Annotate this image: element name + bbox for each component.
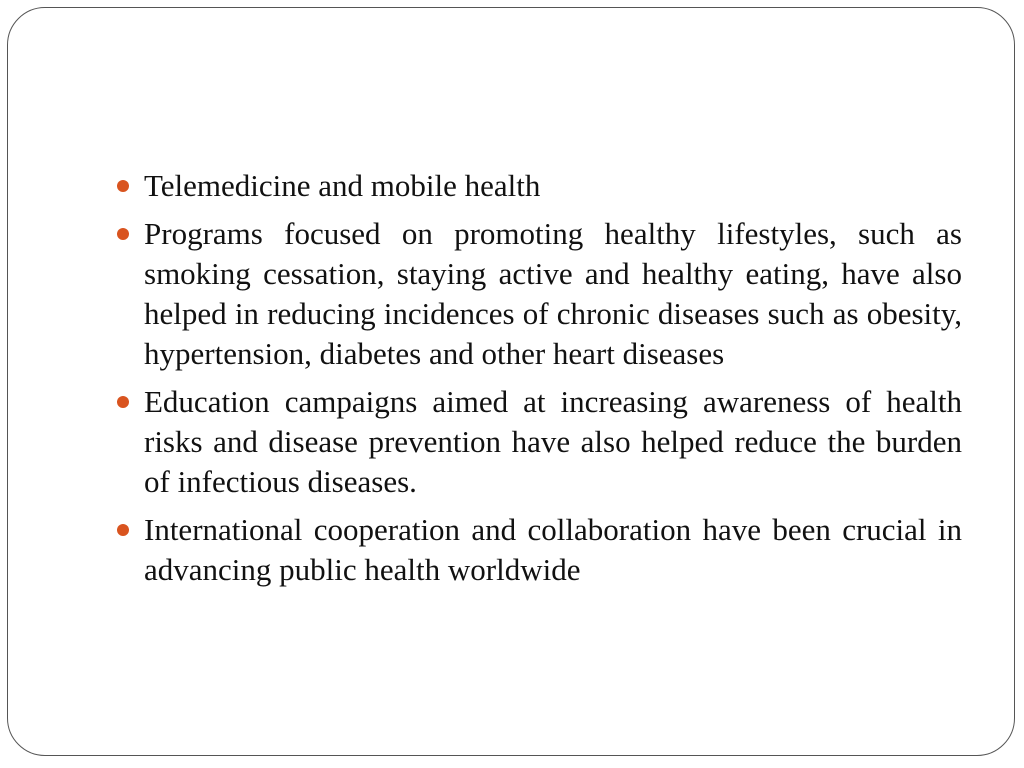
bullet-text: Telemedicine and mobile health [144, 168, 541, 203]
bullet-dot-icon [117, 396, 129, 408]
bullet-item [144, 510, 962, 590]
bullet-item [144, 214, 962, 374]
bullet-dot-icon [117, 180, 129, 192]
bullet-text: Programs focused on promoting healthy lifestyles, such as smoking cessation, staying active and healthy eating, have also helped in reducing incidences of chronic diseases such as obesity, hypertension, diabetes and other heart diseases [144, 216, 962, 371]
bullet-item [144, 166, 962, 206]
bullet-text: Education campaigns aimed at increasing awareness of health risks and disease prevention have also helped reduce the burden of infectious diseases. [144, 384, 962, 499]
bullet-dot-icon [117, 228, 129, 240]
bullet-list [144, 166, 962, 598]
bullet-text: International cooperation and collaboration have been crucial in advancing public health worldwide [144, 512, 962, 587]
bullet-item [144, 382, 962, 502]
bullet-dot-icon [117, 524, 129, 536]
